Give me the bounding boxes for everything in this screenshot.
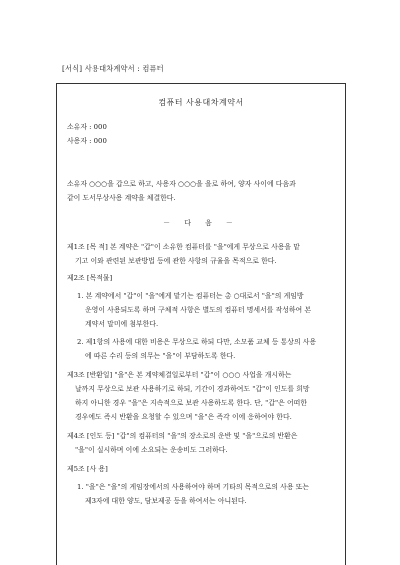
clause-line: 계약서 말미에 첨부한다. <box>85 320 159 328</box>
clause-line: 경우에도 즉시 반환을 요청할 수 있으며 "을"은 즉각 이에 응하여야 한다. <box>75 413 292 421</box>
clause-line: 하지 아니한 경우 "을"은 지속적으로 보관 사용하도록 한다. 단, "갑"은 어떠한 <box>75 399 307 407</box>
clause-heading: 제5조 [사 용] <box>67 465 108 473</box>
clause-heading: 제2조 [목적물] <box>67 274 113 282</box>
form-label: [서식] 사용대차계약서 : 컴퓨터 <box>62 64 164 73</box>
clause-line: 운영이 사용되도록 하며 구체적 사항은 별도의 컴퓨터 명세서를 작성하여 본 <box>85 306 312 314</box>
clause-line: 1. "을"은 "을"의 게임장에서의 사용하여야 하며 기타의 목적으로의 사용 또는 <box>77 483 309 491</box>
preamble-line: 소유자 ○○○을 갑으로 하고, 사용자 ○○○을 을로 하여, 양자 사이에 다음과 <box>67 180 296 188</box>
clause-line: 제3조 [반환일] "을"은 본 계약체결일로부터 "갑"이 ○○○ 사업을 개시하는 <box>67 371 292 379</box>
clause-line: "을"이 실시하며 이에 소요되는 운송비도 그러하다. <box>75 446 228 454</box>
document-title: 컴퓨터 사용대차계약서 <box>158 98 244 107</box>
clause-line: 기고 이와 관련된 보관방법 등에 관한 사항의 규율을 목적으로 한다. <box>75 257 277 265</box>
clause-line: 2. 제1항의 사용에 대한 비용은 무상으로 하되 다만, 소모품 교체 등 통상의 사용 <box>77 338 317 346</box>
clause-line: 제1조 [목 적] 본 계약은 "갑"이 소유한 컴퓨터를 "을"에게 무상으로 사용을 맡 <box>67 243 300 251</box>
clause-line: 날까지 무상으로 보관 사용하기로 하되, 기간이 경과하여도 "갑"이 인도를 희망 <box>75 385 310 393</box>
clause-line: 에 따른 수리 등의 의무는 "을"이 부담하도록 한다. <box>85 352 236 360</box>
clause-line: 제3자에 대한 양도, 담보제공 등을 하여서는 아니된다. <box>85 497 247 505</box>
preamble-line: 같이 도서무상사용 계약을 체결한다. <box>67 194 176 202</box>
contract-document <box>56 83 346 565</box>
user-line: 사용자 : 000 <box>67 137 107 145</box>
section-heading: － 다 음 － <box>163 219 239 227</box>
clause-line: 1. 본 계약에서 "갑"이 "을"에게 맡기는 컴퓨터는 총 ○대로서 "을"의 게임방 <box>77 292 304 300</box>
owner-line: 소유자 : 000 <box>67 123 107 131</box>
clause-line: 제4조 [인도 등] "갑"의 컴퓨터의 "을"의 장소로의 운반 및 "을"으로의 반환은 <box>67 432 298 440</box>
